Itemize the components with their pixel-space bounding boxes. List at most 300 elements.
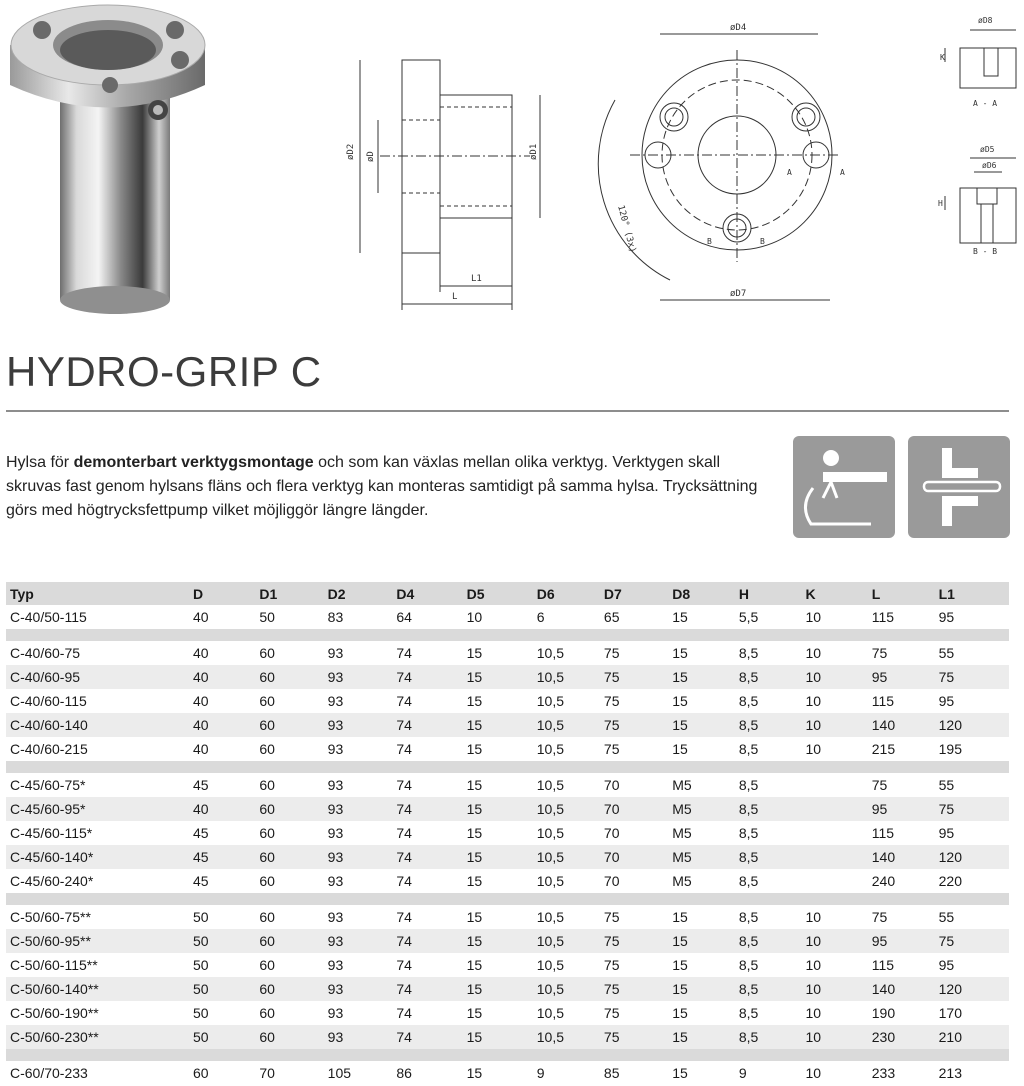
table-cell: 140 (868, 977, 935, 1001)
table-cell: 93 (324, 665, 393, 689)
table-cell: 50 (189, 929, 255, 953)
group-separator (6, 893, 1009, 905)
table-cell: 75 (603, 645, 620, 661)
table-cell: 45 (189, 845, 255, 869)
table-cell: 74 (396, 693, 412, 709)
table-cell: 74 (396, 741, 412, 757)
table-cell: 10 (805, 645, 822, 661)
table-cell: 15 (668, 929, 735, 953)
table-cell: 74 (396, 909, 412, 925)
table-cell: 10 (801, 713, 867, 737)
column-header: D (189, 582, 255, 605)
label-d7: øD7 (730, 289, 747, 299)
table-cell (801, 869, 867, 893)
table-cell: 40 (193, 693, 209, 709)
table-cell: C-40/50-115 (10, 609, 87, 625)
table-cell: 60 (255, 665, 323, 689)
table-cell: 10,5 (536, 777, 565, 793)
table-cell: 50 (189, 1025, 255, 1049)
table-cell: 83 (327, 609, 344, 625)
table-cell: C-50/60-230** (6, 1025, 189, 1049)
table-cell: 15 (466, 1005, 483, 1021)
table-cell: 75 (600, 713, 668, 737)
column-header: H (735, 582, 802, 605)
column-header: L1 (935, 582, 1009, 605)
table-cell: 115 (871, 693, 895, 709)
table-cell: 55 (938, 909, 955, 925)
table-row (6, 845, 1009, 869)
label-d2: øD2 (346, 143, 356, 160)
table-cell (801, 845, 867, 869)
table-cell: 215 (871, 741, 896, 757)
column-header: L (868, 582, 935, 605)
table-cell: 170 (938, 1005, 962, 1021)
table-row (6, 605, 1009, 629)
table-cell: 75 (603, 741, 620, 757)
table-cell: 5,5 (738, 609, 759, 625)
table-cell: 10 (805, 1065, 822, 1081)
table-cell: C-45/60-140* (6, 845, 189, 869)
table-cell: 9 (738, 1065, 747, 1081)
table-cell: 55 (938, 645, 955, 661)
table-cell: C-45/60-240* (10, 873, 94, 889)
table-cell: 120 (935, 713, 1009, 737)
table-row (6, 665, 1009, 689)
table-cell: 15 (672, 1005, 688, 1021)
table-cell: 15 (466, 909, 483, 925)
table-cell: M5 (668, 845, 735, 869)
table-cell: 50 (189, 977, 255, 1001)
table-cell: 8,5 (738, 957, 759, 973)
table-cell: 45 (193, 825, 209, 841)
label-k: K (940, 53, 945, 62)
table-cell: 93 (327, 777, 344, 793)
table-cell: 15 (466, 873, 483, 889)
table-cell: 95 (868, 929, 935, 953)
table-row (6, 821, 1009, 845)
table-cell: 15 (463, 797, 533, 821)
table-cell: 75 (935, 797, 1009, 821)
table-cell: 140 (868, 845, 935, 869)
table-cell: 8,5 (735, 713, 802, 737)
table-cell: 115 (871, 825, 895, 841)
table-cell: 93 (324, 797, 393, 821)
table-cell: 10 (805, 1005, 822, 1021)
label-d1: øD1 (529, 143, 539, 160)
table-header-row (6, 582, 1009, 605)
spec-table (6, 582, 1009, 1085)
table-cell: M5 (672, 777, 692, 793)
group-separator (6, 629, 1009, 641)
table-cell: 8,5 (735, 977, 802, 1001)
table-cell: 15 (463, 713, 533, 737)
table-cell: 15 (672, 609, 688, 625)
table-cell: 10 (805, 909, 822, 925)
table-cell: 93 (327, 909, 344, 925)
table-cell: 10 (805, 609, 822, 625)
table-cell: 8,5 (738, 693, 759, 709)
table-row (6, 1025, 1009, 1049)
table-cell: C-50/60-95** (6, 929, 189, 953)
table-cell: 45 (193, 873, 209, 889)
table-cell: C-40/60-140 (6, 713, 189, 737)
table-cell: 8,5 (735, 797, 802, 821)
table-cell: C-40/60-115 (10, 693, 87, 709)
group-separator (6, 761, 1009, 773)
table-cell: 60 (255, 1025, 323, 1049)
table-cell: 93 (327, 741, 344, 757)
table-cell: 74 (392, 929, 462, 953)
column-header: D7 (600, 582, 668, 605)
table-cell: 10 (466, 609, 483, 625)
table-cell: 70 (603, 777, 620, 793)
table-cell: 74 (392, 665, 462, 689)
table-cell: 15 (463, 1025, 533, 1049)
table-cell: 55 (938, 777, 955, 793)
table-cell (801, 773, 867, 797)
table-cell: M5 (668, 797, 735, 821)
table-cell: 74 (392, 977, 462, 1001)
description (6, 451, 776, 523)
table-cell: 10 (801, 977, 867, 1001)
table-cell: 10,5 (533, 797, 600, 821)
table-cell: 75 (603, 1005, 620, 1021)
table-row (6, 797, 1009, 821)
group-separator (6, 1049, 1009, 1061)
table-cell: 74 (392, 713, 462, 737)
table-cell: M5 (672, 825, 692, 841)
table-cell: 190 (871, 1005, 896, 1021)
column-header: D8 (668, 582, 735, 605)
table-cell: C-40/60-95 (6, 665, 189, 689)
operator-tool-icon (793, 436, 895, 538)
label-d4: øD4 (730, 23, 747, 33)
table-cell: 60 (255, 977, 323, 1001)
table-cell: C-45/60-115* (10, 825, 93, 841)
table-cell: 93 (324, 1025, 393, 1049)
table-cell: 105 (327, 1065, 352, 1081)
table-cell: 70 (600, 797, 668, 821)
table-cell: 40 (189, 665, 255, 689)
table-cell: 210 (935, 1025, 1009, 1049)
label-d: øD (366, 151, 376, 162)
table-cell: 50 (193, 909, 209, 925)
column-header: D1 (255, 582, 323, 605)
table-cell: 95 (938, 609, 955, 625)
table-cell: 15 (672, 1065, 688, 1081)
table-cell: 95 (938, 825, 955, 841)
table-cell: 115 (871, 609, 895, 625)
table-cell: 75 (871, 777, 888, 793)
table-cell: 8,5 (738, 873, 759, 889)
table-cell: 50 (259, 609, 275, 625)
table-cell: 230 (868, 1025, 935, 1049)
column-header: D5 (463, 582, 533, 605)
product-photo (0, 0, 245, 330)
table-cell: 213 (938, 1065, 962, 1081)
table-cell: 95 (868, 797, 935, 821)
table-row (6, 713, 1009, 737)
table-row (6, 869, 1009, 893)
table-cell: 40 (193, 609, 209, 625)
table-cell: 60 (259, 909, 275, 925)
table-cell: 120 (935, 977, 1009, 1001)
table-cell: 75 (600, 929, 668, 953)
table-cell: 8,5 (735, 845, 802, 869)
table-cell: M5 (672, 873, 692, 889)
label-a-left: A (787, 168, 792, 177)
table-row (6, 1001, 1009, 1025)
table-cell: 240 (871, 873, 896, 889)
table-cell: 10,5 (536, 909, 565, 925)
table-cell (801, 821, 867, 845)
table-cell: 15 (668, 977, 735, 1001)
table-cell: 15 (668, 713, 735, 737)
table-cell: 10,5 (533, 977, 600, 1001)
table-cell: C-50/60-140** (6, 977, 189, 1001)
table-cell: 75 (603, 693, 620, 709)
table-cell: 60 (255, 929, 323, 953)
table-cell: 60 (259, 825, 275, 841)
table-cell: 60 (259, 693, 275, 709)
table-cell: 40 (189, 713, 255, 737)
table-cell: 75 (600, 1025, 668, 1049)
table-cell: 70 (600, 845, 668, 869)
column-header: D6 (533, 582, 600, 605)
description-intro: Hylsa för (6, 454, 74, 471)
table-cell: 8,5 (735, 929, 802, 953)
table-cell: 60 (259, 777, 275, 793)
table-row (6, 905, 1009, 929)
table-cell: 8,5 (738, 777, 759, 793)
table-cell: 74 (396, 957, 412, 973)
table-cell: 75 (603, 909, 620, 925)
table-cell: 115 (871, 957, 895, 973)
table-cell: 75 (600, 665, 668, 689)
table-cell: 8,5 (738, 1005, 759, 1021)
table-row (6, 641, 1009, 665)
table-cell: 40 (193, 741, 209, 757)
table-cell: 195 (938, 741, 962, 757)
table-cell: 60 (259, 873, 275, 889)
table-cell: 10,5 (533, 713, 600, 737)
table-cell: 75 (935, 665, 1009, 689)
table-cell: 10 (805, 741, 822, 757)
table-row (6, 737, 1009, 761)
table-cell: 10,5 (536, 741, 565, 757)
table-cell: C-40/60-75 (10, 645, 81, 661)
table-cell: C-45/60-95* (6, 797, 189, 821)
table-cell: C-60/70-233 (10, 1065, 88, 1081)
table-cell: 15 (466, 645, 483, 661)
table-cell: 10,5 (536, 825, 565, 841)
table-cell: 10 (801, 929, 867, 953)
table-cell: 64 (396, 609, 412, 625)
table-cell: 60 (255, 797, 323, 821)
table-cell: 74 (396, 873, 412, 889)
column-header: K (801, 582, 867, 605)
table-cell: 75 (871, 645, 888, 661)
label-l: L (452, 292, 458, 302)
table-cell: 60 (259, 957, 275, 973)
table-cell: 15 (466, 1065, 483, 1081)
title-divider (6, 410, 1009, 412)
table-cell: C-45/60-75* (10, 777, 86, 793)
table-cell: 15 (672, 741, 688, 757)
table-cell: 93 (327, 693, 344, 709)
table-cell: 233 (871, 1065, 896, 1081)
table-cell: 8,5 (738, 909, 759, 925)
table-cell: 93 (327, 873, 344, 889)
table-cell: C-50/60-75** (10, 909, 91, 925)
page-title: HYDRO-GRIP C (6, 348, 322, 395)
table-cell: 45 (193, 777, 209, 793)
label-l1: L1 (471, 274, 482, 284)
table-cell: 10 (805, 693, 822, 709)
table-cell: 10,5 (533, 929, 600, 953)
label-h: H (938, 199, 943, 208)
table-cell: 15 (672, 957, 688, 973)
table-cell: 93 (324, 845, 393, 869)
table-row (6, 689, 1009, 713)
table-cell: 75 (935, 929, 1009, 953)
table-cell: 9 (536, 1065, 545, 1081)
label-d6: øD6 (982, 161, 997, 170)
column-header: D4 (392, 582, 462, 605)
table-cell: 10 (801, 665, 867, 689)
table-cell: 40 (193, 645, 209, 661)
table-cell: 60 (259, 1005, 275, 1021)
table-cell: 93 (327, 645, 344, 661)
table-cell: 120 (935, 845, 1009, 869)
table-cell: 74 (396, 777, 412, 793)
table-cell: 50 (193, 1005, 209, 1021)
table-cell: 60 (255, 713, 323, 737)
table-cell: 93 (324, 977, 393, 1001)
table-cell: C-50/60-190** (10, 1005, 99, 1021)
label-section-b: B - B (973, 247, 998, 256)
label-section-a: A - A (973, 99, 998, 108)
table-cell: 74 (392, 1025, 462, 1049)
table-cell: 15 (668, 665, 735, 689)
table-cell: 8,5 (738, 825, 759, 841)
table-cell: 50 (193, 957, 209, 973)
table-cell: 60 (259, 741, 275, 757)
table-cell: 70 (603, 825, 620, 841)
table-cell: 85 (603, 1065, 620, 1081)
table-cell: 10,5 (536, 1005, 565, 1021)
table-cell: 8,5 (738, 741, 759, 757)
table-cell: 74 (392, 797, 462, 821)
table-cell: 15 (463, 929, 533, 953)
table-cell: 60 (259, 645, 275, 661)
clamping-sleeve-icon (908, 436, 1010, 538)
table-cell: 8,5 (735, 1025, 802, 1049)
label-d8: øD8 (978, 16, 993, 25)
table-cell: 10,5 (536, 957, 565, 973)
table-cell: 75 (603, 957, 620, 973)
table-cell: C-50/60-115** (10, 957, 98, 973)
table-cell: 93 (324, 929, 393, 953)
table-row (6, 773, 1009, 797)
table-cell: 10,5 (536, 645, 565, 661)
table-cell: 10,5 (536, 873, 565, 889)
table-cell: 15 (668, 1025, 735, 1049)
table-cell: 6 (536, 609, 545, 625)
table-cell: 10,5 (533, 1025, 600, 1049)
label-a-right: A (840, 168, 845, 177)
table-cell: 15 (672, 645, 688, 661)
table-cell: 140 (868, 713, 935, 737)
table-cell: 15 (466, 777, 483, 793)
label-d5: øD5 (980, 145, 995, 154)
table-cell: 15 (463, 665, 533, 689)
table-cell: 10,5 (533, 845, 600, 869)
table-cell: 60 (193, 1065, 209, 1081)
table-cell: 74 (396, 1005, 412, 1021)
table-cell: 95 (938, 957, 955, 973)
table-cell: 15 (466, 957, 483, 973)
table-cell: 74 (392, 845, 462, 869)
table-cell: 40 (189, 797, 255, 821)
table-cell: 75 (871, 909, 888, 925)
table-cell: 15 (463, 845, 533, 869)
column-header: Typ (6, 582, 189, 605)
table-cell: 10 (801, 1025, 867, 1049)
table-cell: 15 (672, 909, 688, 925)
table-cell: 15 (466, 741, 483, 757)
table-cell: 10,5 (536, 693, 565, 709)
table-cell: 93 (327, 957, 344, 973)
table-cell: 10 (805, 957, 822, 973)
table-row (6, 953, 1009, 977)
table-cell: 15 (466, 825, 483, 841)
table-cell: 70 (259, 1065, 275, 1081)
table-cell: 15 (466, 693, 483, 709)
table-cell: 220 (938, 873, 962, 889)
table-row (6, 929, 1009, 953)
table-cell: C-40/60-215 (10, 741, 88, 757)
table-cell: 86 (396, 1065, 412, 1081)
table-cell: 8,5 (738, 645, 759, 661)
table-cell: 75 (600, 977, 668, 1001)
table-cell: 60 (255, 845, 323, 869)
description-bold: demonterbart verktygsmontage (73, 454, 314, 471)
table-cell: 70 (603, 873, 620, 889)
label-b-left: B (707, 237, 712, 246)
table-cell: 15 (463, 977, 533, 1001)
table-cell: 95 (938, 693, 955, 709)
table-cell: 10,5 (533, 665, 600, 689)
label-angle: 120° (3x) (615, 204, 638, 254)
table-cell: 93 (327, 825, 344, 841)
table-cell: 15 (672, 693, 688, 709)
table-cell: 8,5 (735, 665, 802, 689)
table-row (6, 1061, 1009, 1085)
table-cell: 93 (327, 1005, 344, 1021)
table-cell: 95 (868, 665, 935, 689)
table-row (6, 977, 1009, 1001)
column-header: D2 (324, 582, 393, 605)
table-cell: 74 (396, 825, 412, 841)
label-b-right: B (760, 237, 765, 246)
table-cell (801, 797, 867, 821)
description-rest: och som kan växlas mellan olika verktyg. Verktygen skall skruvas fast genom hylsans fläns och flera verktyg kan monteras samtidigt på samma hylsa. Trycksättning görs med högtrycksfettpump vilket möjliggör längre längder. (6, 454, 758, 519)
table-cell: 74 (396, 645, 412, 661)
technical-drawing (340, 10, 1024, 330)
table-cell: 65 (603, 609, 620, 625)
table-cell: 93 (324, 713, 393, 737)
